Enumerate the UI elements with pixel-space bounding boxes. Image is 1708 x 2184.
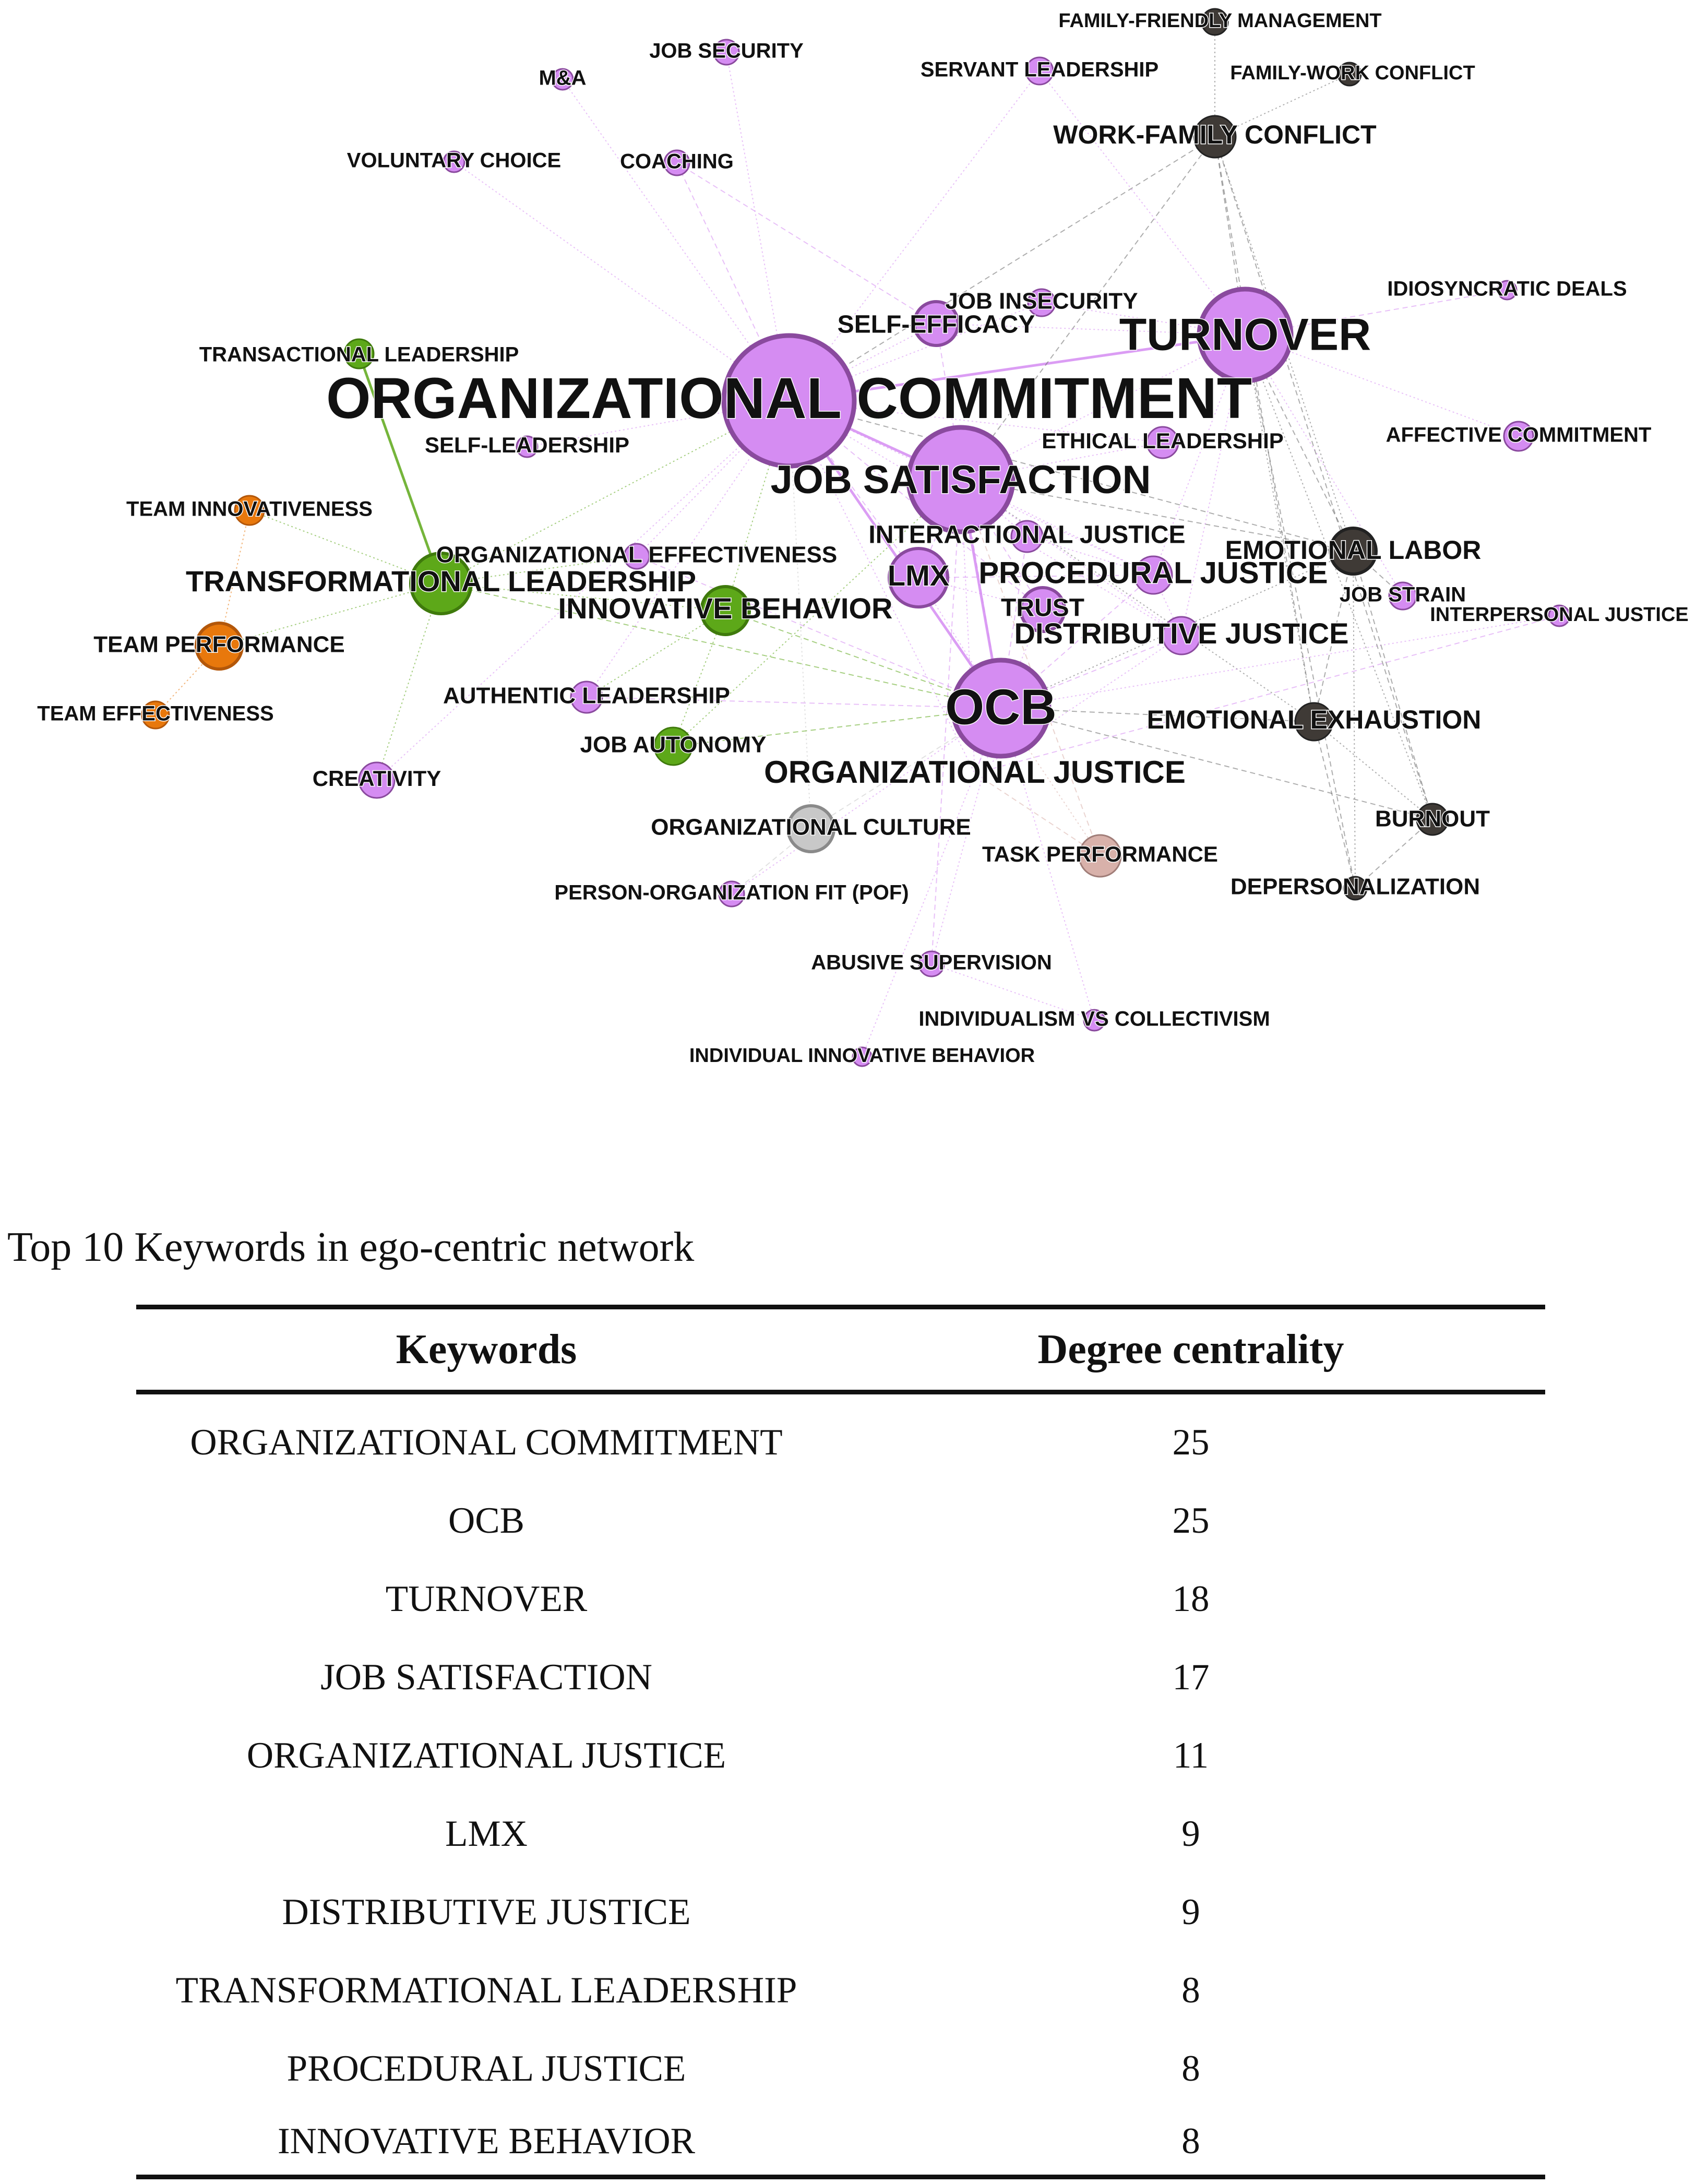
keyword-cell: ORGANIZATIONAL COMMITMENT [190, 1422, 783, 1463]
degree-cell: 18 [1172, 1578, 1210, 1619]
node-label-tperf: TASK PERFORMANCE [982, 842, 1218, 867]
node-label-ja: JOB AUTONOMY [580, 732, 767, 758]
table-row [136, 1716, 1545, 1795]
keyword-cell: TRANSFORMATIONAL LEADERSHIP [175, 1970, 797, 2011]
node-label-fwc: FAMILY-WORK CONFLICT [1230, 62, 1475, 85]
node-label-se: SELF-EFFICACY [837, 311, 1035, 339]
node-label-lmx: LMX [887, 558, 950, 592]
node-label-self: SELF-LEADERSHIP [424, 433, 630, 458]
node-label-coach: COACHING [620, 150, 734, 173]
table-row [136, 1638, 1545, 1716]
table-row [136, 1392, 1545, 1482]
node-label-dj: DISTRIBUTIVE JUSTICE [1014, 616, 1349, 650]
node-label-al: AUTHENTIC LEADERSHIP [443, 683, 731, 709]
node-label-ma: M&A [539, 66, 587, 90]
keyword-cell: JOB SATISFACTION [320, 1656, 652, 1698]
table-row [136, 1795, 1545, 1873]
node-label-ac: AFFECTIVE COMMITMENT [1385, 423, 1652, 447]
keyword-cell: OCB [448, 1500, 524, 1541]
node-label-jins: JOB INSECURITY [945, 288, 1138, 314]
node-label-abs: ABUSIVE SUPERVISION [811, 951, 1052, 974]
node-label-el: ETHICAL LEADERSHIP [1042, 428, 1284, 453]
node-label-turn: TURNOVER [1119, 309, 1371, 360]
node-label-ocb: OCB [945, 679, 1057, 735]
node-label-wfc: WORK-FAMILY CONFLICT [1053, 120, 1377, 150]
node-label-ti: TEAM INNOVATIVENESS [126, 497, 373, 521]
degree-cell: 8 [837, 2108, 1545, 2177]
node-label-pof: PERSON-ORGANIZATION FIT (POF) [554, 881, 909, 904]
keyword-cell: TURNOVER [385, 1578, 588, 1619]
keyword-cell: INNOVATIVE BEHAVIOR [136, 2108, 837, 2177]
node-label-emlab: EMOTIONAL LABOR [1225, 535, 1482, 565]
keywords-header: Keywords [136, 1307, 837, 1392]
table-row [136, 2030, 1545, 2108]
node-label-sl: SERVANT LEADERSHIP [920, 58, 1159, 81]
table-row [136, 1560, 1545, 1638]
keyword-cell: PROCEDURAL JUSTICE [286, 2048, 686, 2089]
table-header-row [136, 1307, 1545, 1392]
node-label-oculture: ORGANIZATIONAL CULTURE [651, 814, 971, 840]
degree-cell: 8 [1181, 1970, 1200, 2011]
node-label-cr: CREATIVITY [312, 766, 441, 791]
node-label-dep: DEPERSONALIZATION [1230, 874, 1480, 900]
edge-oc-wfc [789, 137, 1215, 401]
degree-cell: 17 [1172, 1656, 1210, 1698]
degree-cell: 9 [1181, 1891, 1200, 1932]
node-label-ib: INNOVATIVE BEHAVIOR [558, 591, 893, 625]
degree-cell: 11 [1173, 1735, 1209, 1776]
degree-header: Degree centrality [837, 1307, 1545, 1392]
node-label-tp: TEAM PERFORMANCE [93, 631, 345, 658]
node-label-burn: BURNOUT [1375, 806, 1490, 832]
keyword-cell: DISTRIBUTIVE JUSTICE [282, 1891, 691, 1932]
edge-se-coach [677, 163, 936, 324]
table-title: Top 10 Keywords in ego-centric network [7, 1224, 695, 1270]
table-row [136, 1951, 1545, 2030]
node-label-jsec: JOB SECURITY [649, 39, 804, 63]
degree-cell: 25 [1172, 1422, 1210, 1463]
node-label-idd: IDIOSYNCRATIC DEALS [1387, 277, 1627, 301]
node-label-iib: INDIVIDUAL INNOVATIVE BEHAVIOR [689, 1045, 1035, 1067]
node-label-trl: TRANSACTIONAL LEADERSHIP [199, 343, 519, 366]
node-label-ivc: INDIVIDUALISM VS COLLECTIVISM [918, 1007, 1270, 1031]
node-label-tl: TRANSFORMATIONAL LEADERSHIP [186, 564, 696, 598]
node-label-te: TEAM EFFECTIVENESS [37, 702, 274, 725]
node-label-oj: ORGANIZATIONAL JUSTICE [764, 754, 1186, 790]
node-label-jstr: JOB STRAIN [1339, 583, 1466, 606]
edge-ee-dep [1314, 722, 1355, 888]
edge-turn-dep [1245, 335, 1355, 888]
keyword-cell: LMX [445, 1813, 528, 1854]
table-row [136, 2108, 1545, 2177]
table-row [136, 1482, 1545, 1560]
table-row [136, 1873, 1545, 1951]
node-label-vc: VOLUNTARY CHOICE [347, 149, 562, 172]
node-label-oe: ORGANIZATIONAL EFFECTIVENESS [436, 542, 838, 568]
node-label-trust: TRUST [1001, 594, 1084, 622]
node-label-ipj: INTERPERSONAL JUSTICE [1430, 604, 1689, 626]
degree-cell: 8 [1181, 2048, 1200, 2089]
node-label-js: JOB SATISFACTION [770, 458, 1151, 503]
degree-cell: 9 [1181, 1813, 1200, 1854]
keyword-cell: ORGANIZATIONAL JUSTICE [246, 1735, 726, 1776]
network-labels [37, 10, 1688, 1067]
keywords-table [136, 1305, 1545, 2179]
node-label-pj: PROCEDURAL JUSTICE [978, 556, 1328, 590]
node-label-ij: INTERACTIONAL JUSTICE [868, 521, 1186, 549]
node-label-ee: EMOTIONAL EXHAUSTION [1146, 705, 1482, 735]
degree-cell: 25 [1172, 1500, 1210, 1541]
node-label-oc: ORGANIZATIONAL COMMITMENT [326, 366, 1252, 431]
node-label-ffm: FAMILY-FRIENDLY MANAGEMENT [1058, 10, 1382, 32]
